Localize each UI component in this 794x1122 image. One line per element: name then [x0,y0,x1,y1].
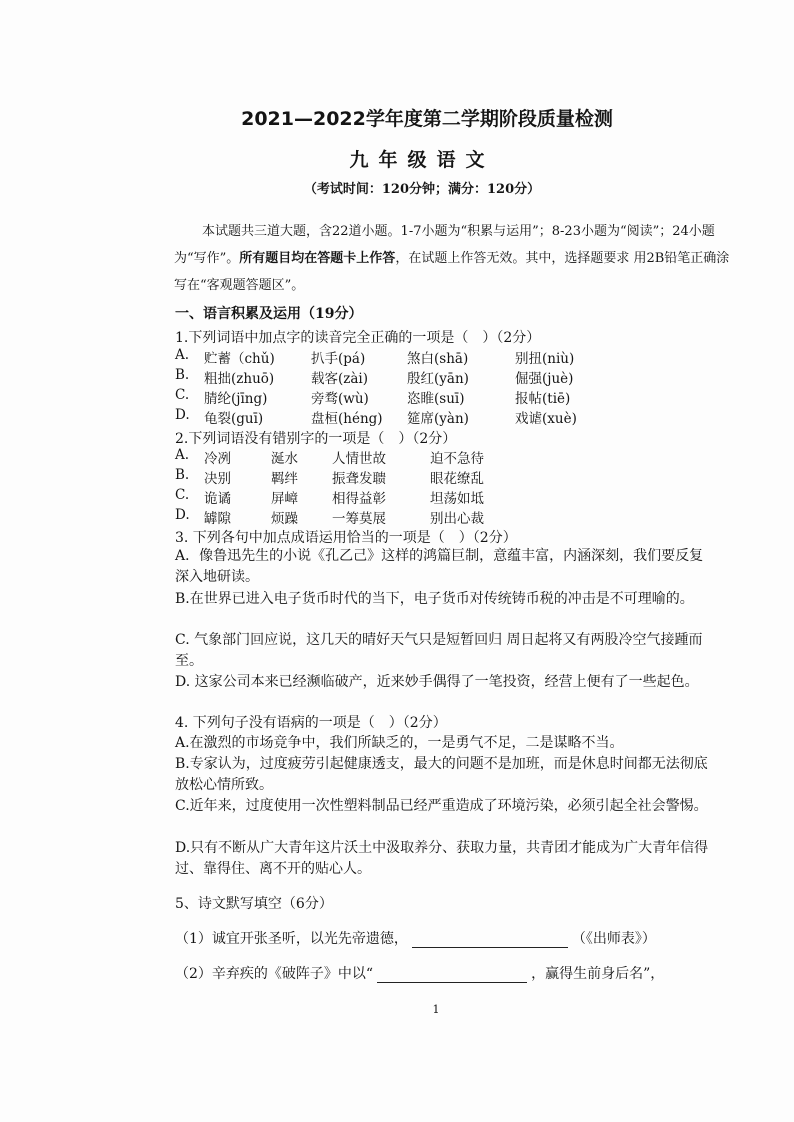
option-word: 筵席(yàn) [407,411,469,427]
q3-option-d: D. 这家公司本来已经濒临破产，近来妙手偶得了一笔投资，经营上便有了一些起色。 [175,674,699,690]
q3-option-a: A．像鲁迅先生的小说《孔乙己》这样的鸿篇巨制，意蕴丰富，内涵深刻，我们要反复深入地研读。 [175,548,704,585]
option-word: 涎水 [271,451,298,467]
option-letter: A. [175,447,190,463]
option-word: 别扭(niù) [515,351,575,367]
option-word: 屏嶂 [271,491,298,507]
section-heading: 一、语言积累及运用（19分） [175,306,363,322]
option-letter: C. [175,387,190,403]
fill-prefix: （2）辛弃疾的《破阵子》中以“ [175,966,374,982]
q1-stem: 1.下列词语中加点字的读音完全正确的一项是（ ）（2分） [175,330,541,346]
option-word: 冷冽 [204,451,231,467]
q3-option-b: B.在世界已进入电子货币时代的当下，电子货币对传统铸币税的冲击是不可理喻的。 [175,591,694,607]
option-word: 羁绊 [271,471,298,487]
option-word: 粗拙(zhuō) [204,371,275,387]
exam-meta: （考试时间：120分钟；满分：120分） [303,182,541,197]
q4-option-b: B.专家认为，过度疲劳引起健康透支，最大的问题不是加班，而是休息时间都无法彻底放松心情所致。 [175,756,708,793]
option-letter: B. [175,467,190,483]
option-word: 迫不急待 [430,451,484,467]
q5-fill-2 [175,963,664,983]
option-word: 罅隙 [204,511,231,527]
option-word: 戏谑(xuè) [515,411,577,427]
option-letter: D. [175,407,190,423]
q3-option-c: C. 气象部门回应说，这几天的晴好天气只是短暂回归 周日起将又有两股冷空气接踵而至。 [175,632,703,669]
option-word: 相得益彰 [332,491,386,507]
option-word: 盘桓(héng) [311,411,383,427]
option-word: 龟裂(guī) [204,411,264,427]
fill-suffix: ，赢得生前身后名”， [531,966,665,982]
option-word: 眼花缭乱 [430,471,484,487]
q4-option-d: D.只有不断从广大青年这片沃土中汲取养分、获取力量，共青团才能成为广大青年信得过、靠得住、离不开的贴心人。 [175,840,709,877]
instructions-text-1: 本试题共三道大题，含22道小题。1-7小题为“积累与运用”；8-23小题为“阅读”；24小题为“写作”。 [174,224,715,266]
instructions-bold: 所有题目均在答题卡上作答 [239,251,396,266]
option-word: 一筹莫展 [332,511,386,527]
q3-stem: 3. 下列各句中加点成语运用恰当的一项是（ ）（2分） [175,530,517,546]
option-word: 烦躁 [271,511,298,527]
q4-option-c: C.近年来，过度使用一次性塑料制品已经严重造成了环境污染，必须引起全社会警惕。 [175,798,708,814]
fill-prefix: （1）诚宜开张圣听，以光先帝遗德， [175,931,408,947]
option-word: 报帖(tiē) [515,391,571,407]
q5-heading: 5、诗文默写填空（6分） [175,896,333,912]
q2-stem: 2.下列词语没有错别字的一项是（ ）（2分） [175,431,457,447]
option-word: 腈纶(jīng) [204,391,268,407]
q4-option-a: A.在激烈的市场竞争中，我们所缺乏的，一是勇气不足，二是谋略不当。 [175,735,624,751]
option-word: 贮蓄（chǔ) [204,351,275,367]
q5-fill-1 [175,928,656,948]
option-word: 恣睢(suī) [407,391,465,407]
option-word: 扒手(pá) [311,351,366,367]
answer-blank[interactable] [412,931,568,948]
option-word: 别出心裁 [430,511,484,527]
option-word: 决别 [204,471,231,487]
answer-blank[interactable] [377,966,527,983]
exam-subject: 九年级语文 [349,149,495,171]
page-number: 1 [432,1003,440,1016]
option-word: 殷红(yān) [407,371,469,387]
option-word: 载客(zài) [311,371,369,387]
exam-title: 2021—2022学年度第二学期阶段质量检测 [241,108,613,130]
option-letter: C. [175,487,190,503]
option-word: 煞白(shā) [407,351,469,367]
option-word: 人情世故 [332,451,386,467]
option-word: 诡谲 [204,491,231,507]
q4-stem: 4. 下列句子没有语病的一项是（ ）（2分） [175,715,447,731]
option-letter: B. [175,367,190,383]
option-letter: A. [175,347,190,363]
option-word: 振聋发聩 [332,471,386,487]
option-word: 倔强(juè) [515,371,574,387]
exam-instructions [174,218,739,299]
option-word: 旁骛(wù) [311,391,369,407]
instructions-text-2: ，在试题上作答无效。其中，选择题要求 用2B铅笔正确涂写在“客观题答题区”。 [174,251,730,293]
option-letter: D. [175,507,190,523]
fill-suffix: （《出师表》） [571,931,656,947]
option-word: 坦荡如坻 [430,491,484,507]
